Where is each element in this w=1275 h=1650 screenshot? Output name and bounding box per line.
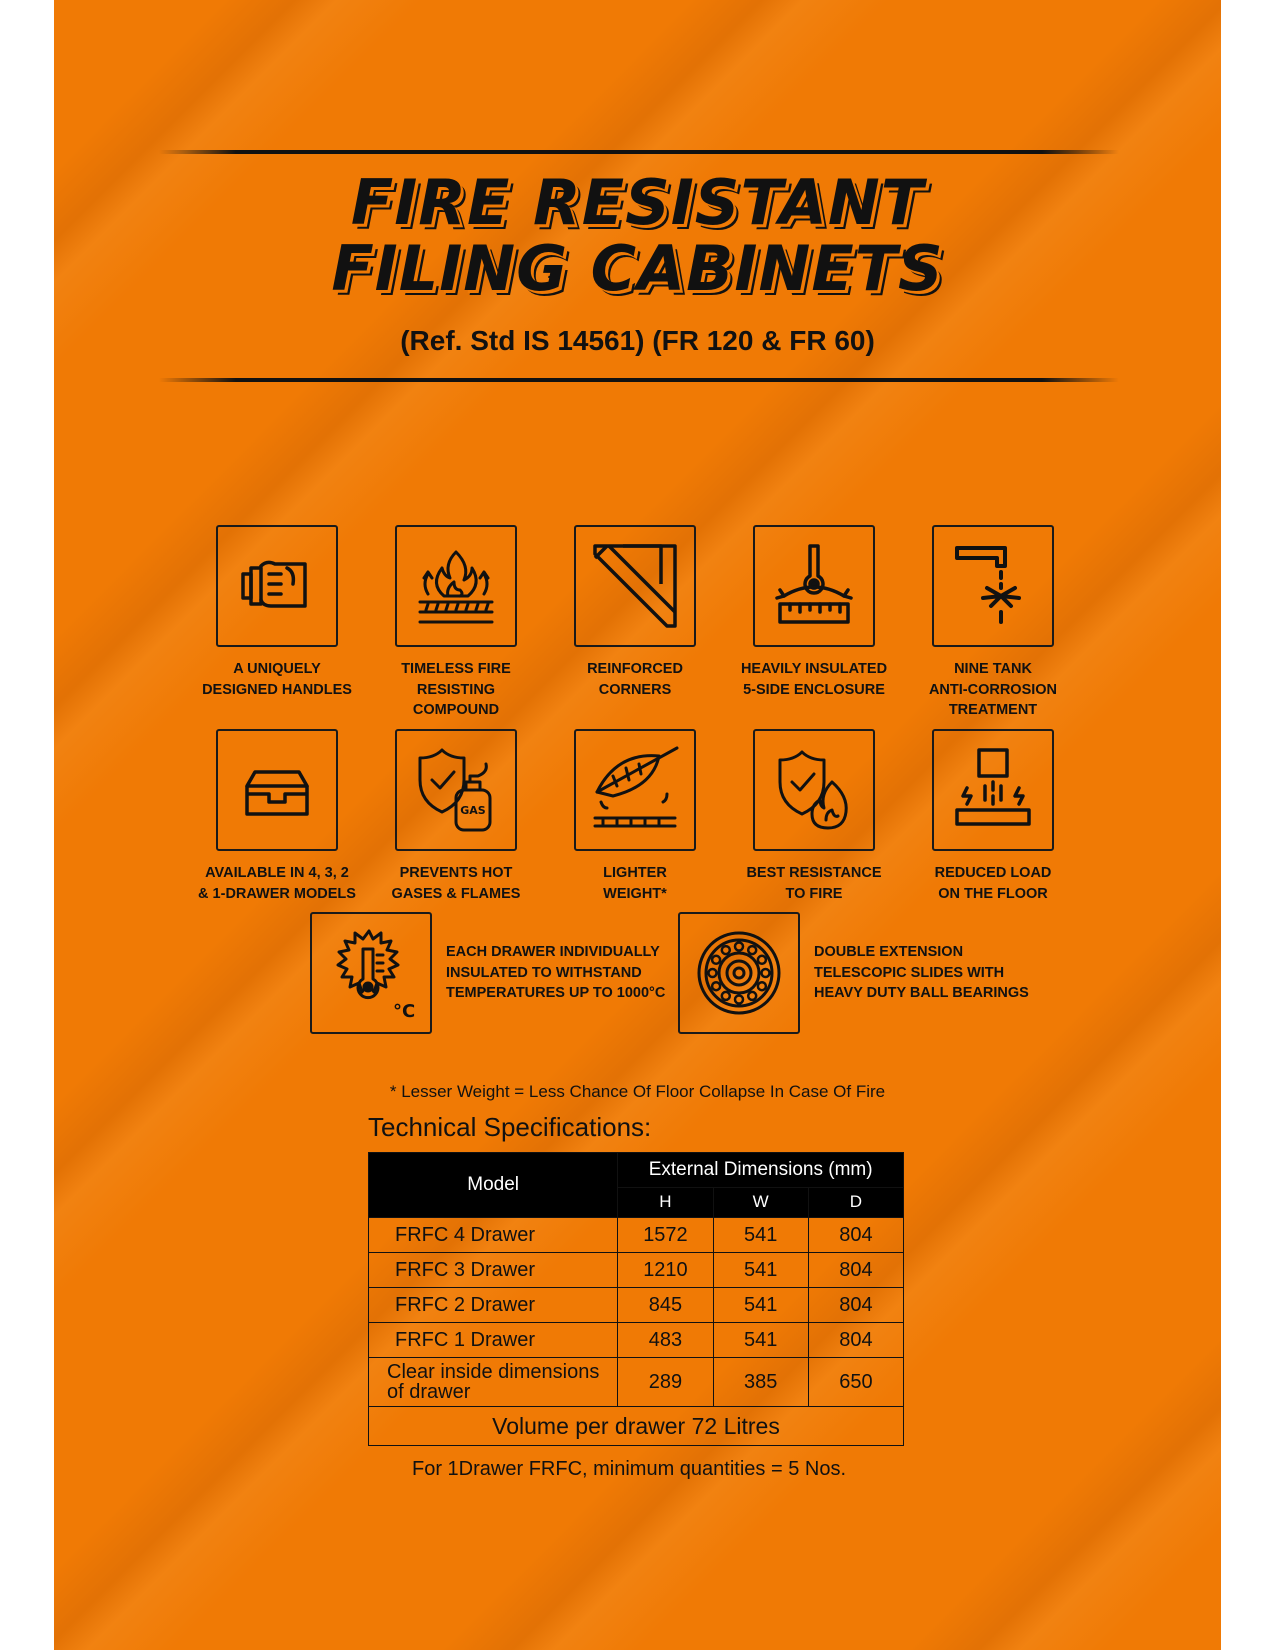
title-line-2: FILING CABINETS — [331, 232, 944, 305]
feature-reduced-load — [903, 729, 1083, 904]
width-cell: 541 — [713, 1253, 808, 1288]
icon-box — [678, 912, 800, 1034]
height-cell: 1210 — [618, 1253, 713, 1288]
feature-telescopic-slides — [678, 912, 1078, 1034]
floor-load-icon — [945, 742, 1041, 838]
feature-fire-compound — [366, 525, 546, 721]
icon-box — [310, 912, 432, 1034]
icon-box — [395, 729, 517, 851]
feature-label: EACH DRAWER INDIVIDUALLY INSULATED TO WITHSTAND TEMPERATURES UP TO 1000°C — [446, 944, 666, 1001]
page — [54, 0, 1221, 1650]
drawer-tray-icon — [229, 742, 325, 838]
icon-box — [216, 729, 338, 851]
footnote: * Lesser Weight = Less Chance Of Floor Collapse In Case Of Fire — [389, 1082, 886, 1101]
model-cell: Clear inside dimensions of drawer — [369, 1358, 618, 1407]
feature-corners — [545, 525, 725, 700]
depth-cell: 804 — [808, 1323, 903, 1358]
shield-gas-icon — [408, 742, 504, 838]
feature-label: A UNIQUELY DESIGNED HANDLES — [202, 661, 352, 698]
shield-fire-icon — [766, 742, 862, 838]
depth-cell: 804 — [808, 1218, 903, 1253]
feature-label: REINFORCED CORNERS — [587, 661, 683, 698]
col-external-header: External Dimensions (mm) — [618, 1153, 904, 1188]
feature-label: LIGHTER WEIGHT* — [603, 865, 667, 902]
col-model-header: Model — [369, 1153, 618, 1218]
table-row — [369, 1253, 904, 1288]
feather-icon — [587, 742, 683, 838]
feature-anti-corrosion — [903, 525, 1083, 721]
width-cell: 541 — [713, 1323, 808, 1358]
depth-cell: 804 — [808, 1253, 903, 1288]
feature-fire-resistance — [724, 729, 904, 904]
table-row — [369, 1407, 904, 1446]
icon-box — [932, 729, 1054, 851]
title-line-1: FIRE RESISTANT — [350, 166, 925, 239]
height-cell: 1572 — [618, 1218, 713, 1253]
height-cell: 845 — [618, 1288, 713, 1323]
fist-handle-icon — [229, 538, 325, 634]
col-w-header: W — [713, 1187, 808, 1217]
feature-label: DOUBLE EXTENSION TELESCOPIC SLIDES WITH HEAVY DUTY BALL BEARINGS — [814, 944, 1029, 1001]
feature-lighter-weight — [545, 729, 725, 904]
icon-box — [932, 525, 1054, 647]
icon-box — [395, 525, 517, 647]
table-row — [369, 1218, 904, 1253]
icon-box — [574, 729, 696, 851]
bottom-rule — [159, 378, 1119, 382]
top-rule — [159, 150, 1119, 154]
feature-label: BEST RESISTANCE TO FIRE — [746, 865, 882, 902]
sun-thermometer-icon — [323, 925, 419, 1021]
reinforced-corner-icon — [587, 538, 683, 634]
table-row — [369, 1323, 904, 1358]
icon-box — [216, 525, 338, 647]
specs-heading: Technical Specifications: — [368, 1112, 652, 1142]
feature-drawer-insulation — [310, 912, 690, 1034]
minimum-quantity-note: For 1Drawer FRFC, minimum quantities = 5 Nos. — [412, 1458, 847, 1480]
icon-box — [574, 525, 696, 647]
depth-cell: 804 — [808, 1288, 903, 1323]
ball-bearing-icon — [691, 925, 787, 1021]
model-cell: FRFC 1 Drawer — [369, 1323, 618, 1358]
feature-label: NINE TANK ANTI-CORROSION TREATMENT — [928, 661, 1058, 718]
width-cell: 541 — [713, 1218, 808, 1253]
page-title — [54, 166, 1221, 305]
feature-label: TIMELESS FIRE RESISTING COMPOUND — [401, 661, 511, 718]
model-cell: FRFC 4 Drawer — [369, 1218, 618, 1253]
icon-box — [753, 729, 875, 851]
icon-box — [753, 525, 875, 647]
width-cell: 385 — [713, 1358, 808, 1407]
feature-handles — [187, 525, 367, 700]
feature-label: HEAVILY INSULATED 5-SIDE ENCLOSURE — [740, 661, 888, 698]
height-cell: 483 — [618, 1323, 713, 1358]
feature-label: REDUCED LOAD ON THE FLOOR — [934, 865, 1052, 902]
depth-cell: 650 — [808, 1358, 903, 1407]
feature-drawer-models — [187, 729, 367, 904]
feature-insulated — [724, 525, 904, 700]
col-d-header: D — [808, 1187, 903, 1217]
subtitle: (Ref. Std IS 14561) (FR 120 & FR 60) — [400, 325, 875, 356]
fire-compound-icon — [408, 538, 504, 634]
feature-label: PREVENTS HOT GASES & FLAMES — [391, 865, 521, 902]
spec-table — [368, 1152, 904, 1446]
degree-celsius-text: °C — [393, 1001, 416, 1021]
spray-tap-icon — [945, 538, 1041, 634]
width-cell: 541 — [713, 1288, 808, 1323]
feature-label: AVAILABLE IN 4, 3, 2 & 1-DRAWER MODELS — [198, 865, 356, 902]
model-cell: FRFC 2 Drawer — [369, 1288, 618, 1323]
table-row — [369, 1288, 904, 1323]
height-cell: 289 — [618, 1358, 713, 1407]
gas-text: GAS — [460, 804, 486, 817]
feature-hot-gases — [366, 729, 546, 904]
model-cell: FRFC 3 Drawer — [369, 1253, 618, 1288]
volume-cell: Volume per drawer 72 Litres — [369, 1407, 904, 1446]
thermometer-insulation-icon — [766, 538, 862, 634]
table-row — [369, 1358, 904, 1407]
col-h-header: H — [618, 1187, 713, 1217]
